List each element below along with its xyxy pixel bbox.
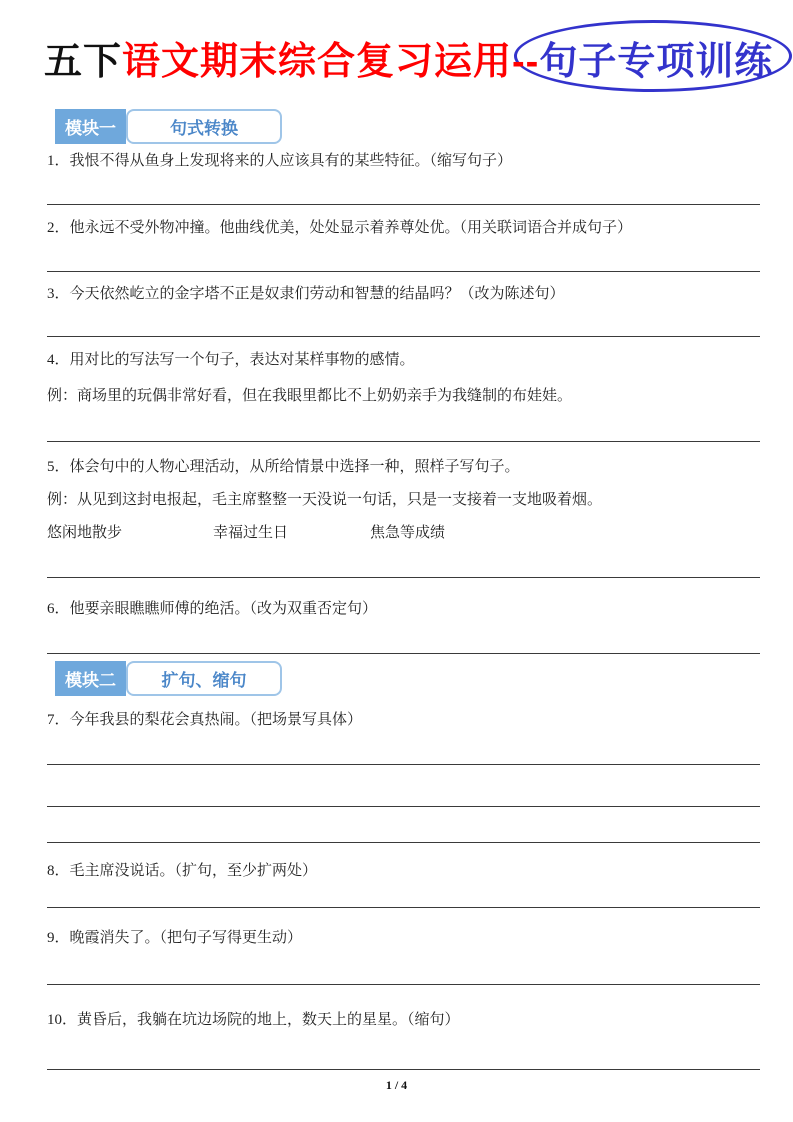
answer-line xyxy=(47,806,760,807)
answer-line xyxy=(47,204,760,205)
question-9-text: 9．晚霞消失了。（把句子写得更生动） xyxy=(47,930,303,946)
answer-line xyxy=(47,441,760,442)
answer-line xyxy=(47,577,760,578)
question-10-text: 10．黄昏后，我躺在坑边场院的地上，数天上的星星。（缩句） xyxy=(47,1012,460,1028)
option-2: 幸福过生日 xyxy=(213,525,289,541)
option-1: 悠闲地散步 xyxy=(47,525,123,541)
question-5-example: 例：从见到这封电报起，毛主席整整一天没说一句话，只是一支接着一支地吸着烟。 xyxy=(47,492,603,508)
question-6-text: 6．他要亲眼瞧瞧师傅的绝活。（改为双重否定句） xyxy=(47,601,378,617)
question-2-text: 2．他永远不受外物冲撞。他曲线优美，处处显示着养尊处优。（用关联词语合并成句子） xyxy=(47,220,633,236)
footer-divider xyxy=(47,1069,760,1070)
question-1-text: 1．我恨不得从鱼身上发现将来的人应该具有的某些特征。（缩写句子） xyxy=(47,153,513,169)
question-7-text: 7．今年我县的梨花会真热闹。（把场景写具体） xyxy=(47,712,363,728)
title-circled-text: 句子专项训练 xyxy=(539,41,774,83)
module-1-label: 句式转换 xyxy=(126,109,282,144)
question-5-text: 5．体会句中的人物心理活动，从所给情景中选择一种，照样子写句子。 xyxy=(47,459,520,475)
answer-line xyxy=(47,984,760,985)
page-title xyxy=(44,30,773,85)
answer-line xyxy=(47,653,760,654)
module-1-header xyxy=(55,109,282,144)
module-2-header xyxy=(55,661,282,696)
answer-line xyxy=(47,764,760,765)
page-number: 1 / 4 xyxy=(385,1078,408,1092)
option-3: 焦急等成绩 xyxy=(370,525,446,541)
question-3-text: 3．今天依然屹立的金字塔不正是奴隶们劳动和智慧的结晶吗？（改为陈述句） xyxy=(47,286,565,302)
answer-line xyxy=(47,907,760,908)
title-main: 语文期末综合复习运用-- xyxy=(122,41,540,83)
module-2-tag: 模块二 xyxy=(55,661,126,696)
question-8-text: 8．毛主席没说话。（扩句，至少扩两处） xyxy=(47,863,318,879)
answer-line xyxy=(47,271,760,272)
question-4-example: 例：商场里的玩偶非常好看，但在我眼里都比不上奶奶亲手为我缝制的布娃娃。 xyxy=(47,388,573,404)
answer-line xyxy=(47,842,760,843)
question-4-text: 4．用对比的写法写一个句子，表达对某样事物的感情。 xyxy=(47,352,415,368)
module-2-label: 扩句、缩句 xyxy=(126,661,282,696)
answer-line xyxy=(47,336,760,337)
module-1-tag: 模块一 xyxy=(55,109,126,144)
title-grade: 五下 xyxy=(44,41,123,83)
